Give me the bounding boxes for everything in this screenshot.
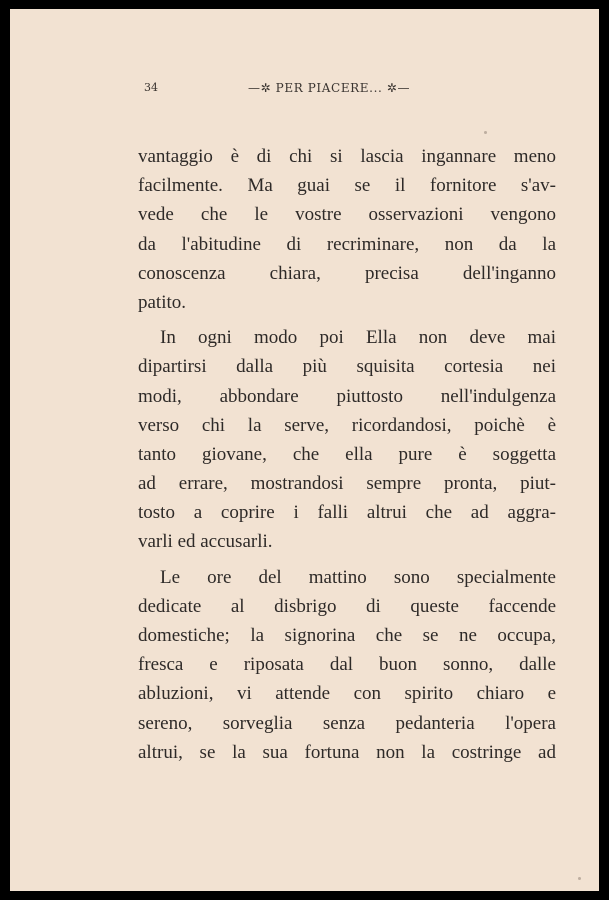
text-line: tosto a coprire i falli altrui che ad aggra- (138, 502, 556, 524)
page-number: 34 (144, 81, 158, 94)
text-line: ad errare, mostrandosi sempre pronta, piut- (138, 473, 556, 495)
body-text (138, 142, 556, 767)
text-line: fresca e riposata dal buon sonno, dalle (138, 654, 556, 676)
running-title: —✲ PER PIACERE... ✲— (248, 81, 411, 95)
text-line: vede che le vostre osservazioni vengono (138, 204, 556, 226)
text-line: In ogni modo poi Ella non deve mai (160, 327, 556, 349)
text-line: sereno, sorveglia senza pedanteria l'opera (138, 712, 556, 734)
book-page (10, 9, 599, 891)
text-line: da l'abitudine di recriminare, non da la (138, 233, 556, 255)
paragraph-3 (138, 563, 556, 767)
text-line: Le ore del mattino sono specialmente (160, 566, 556, 588)
text-line: dedicate al disbrigo di queste faccende (138, 595, 556, 617)
text-line: abluzioni, vi attende con spirito chiaro e (138, 683, 556, 705)
text-line: facilmente. Ma guai se il fornitore s'av- (138, 175, 556, 197)
running-head (10, 79, 599, 103)
text-line: vantaggio è di chi si lascia ingannare meno (138, 146, 556, 167)
paper-speck (578, 877, 581, 880)
text-line: conoscenza chiara, precisa dell'inganno (138, 262, 556, 284)
text-line: patito. (138, 291, 187, 313)
text-line: verso chi la serve, ricordandosi, poichè è (138, 414, 556, 436)
text-line: altrui, se la sua fortuna non la costringe ad (138, 741, 556, 763)
text-line: domestiche; la signorina che se ne occupa, (138, 625, 556, 646)
paragraph-2 (138, 323, 556, 557)
paragraph-1 (138, 142, 556, 317)
text-line: dipartirsi dalla più squisita cortesia nei (138, 356, 556, 378)
text-line: varli ed accusarli. (138, 531, 273, 553)
paper-speck (484, 131, 487, 134)
text-line: tanto giovane, che ella pure è soggetta (138, 443, 556, 465)
text-line: modi, abbondare piuttosto nell'indulgenza (138, 385, 556, 407)
